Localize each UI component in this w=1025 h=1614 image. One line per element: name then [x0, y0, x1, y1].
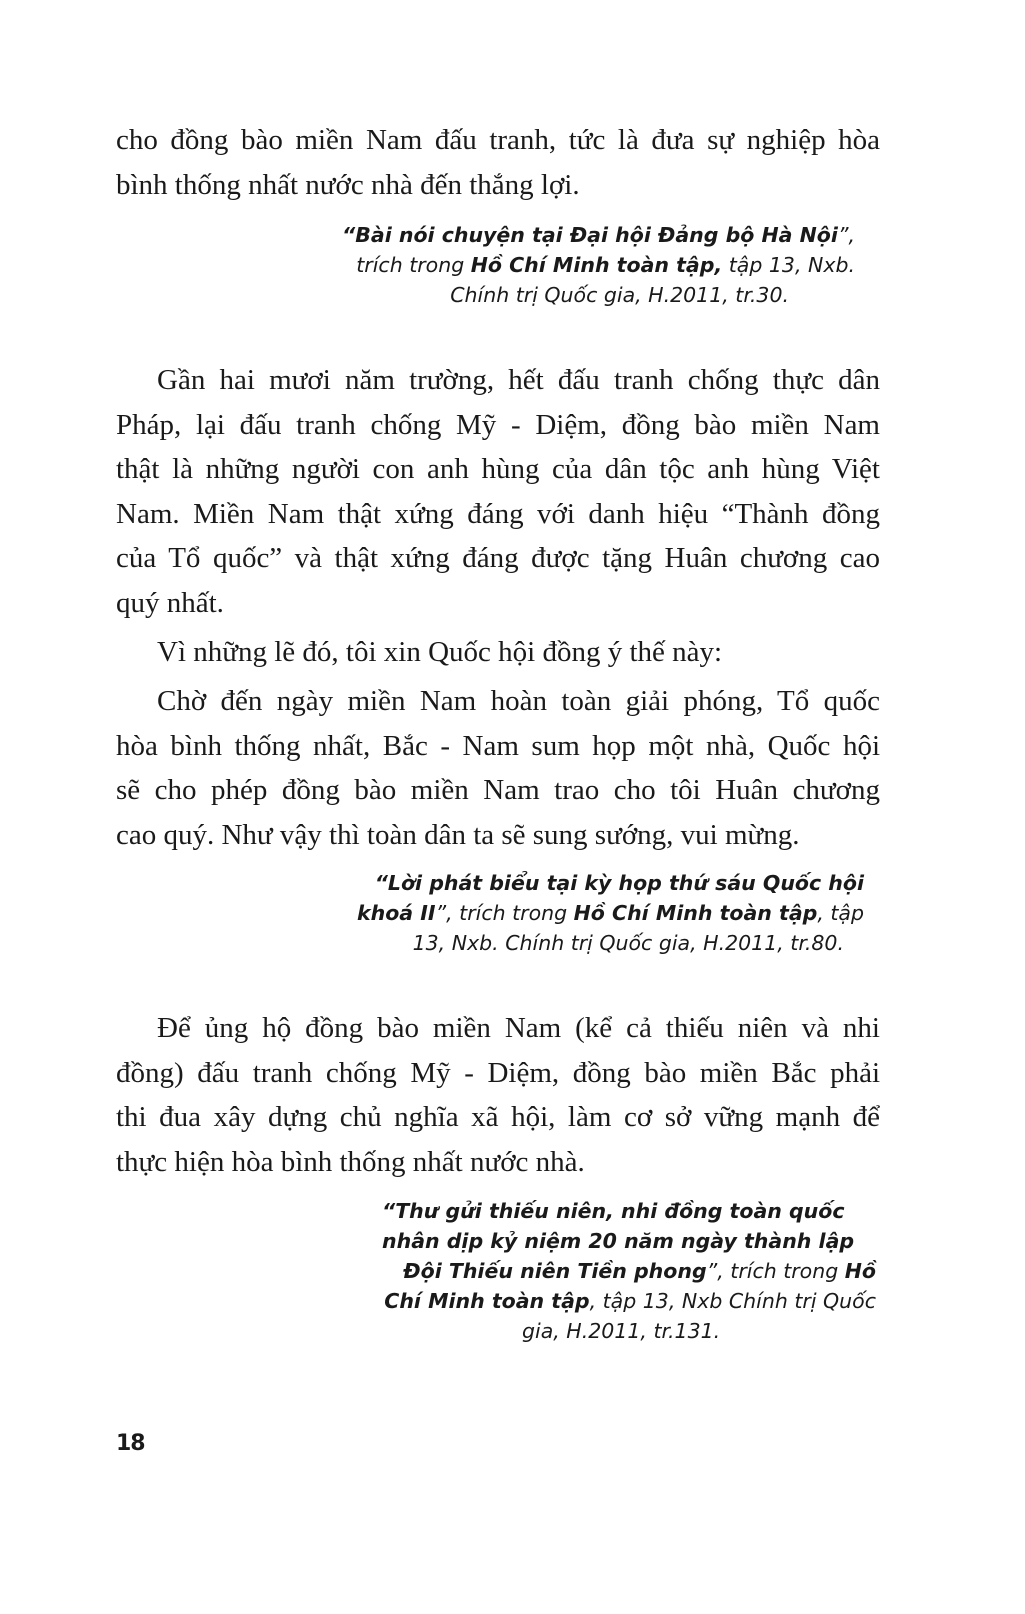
text-line: đồng) đấu tranh chống Mỹ - Diệm, đồng bào miền Bắc phải	[116, 1056, 880, 1089]
citation-book-title: Hồ	[844, 1259, 876, 1283]
text-line: của Tổ quốc” và thật xứng đáng được tặng Huân chương cao	[116, 542, 880, 574]
text-line: thi đua xây dựng chủ nghĩa xã hội, làm cơ sở vững mạnh để	[116, 1101, 880, 1133]
citation-line: Chính trị Quốc gia, H.2011, tr.30.	[450, 283, 789, 307]
citation-3	[382, 1196, 876, 1346]
citation-source-title: “Bài nói chuyện tại Đại hội Đảng bộ Hà Nội	[342, 223, 838, 247]
citation-line	[342, 220, 855, 250]
paragraph-continuation	[116, 118, 880, 207]
citation-1	[342, 220, 855, 310]
citation-text: , tập 13, Nxb Chính trị Quốc	[589, 1289, 876, 1313]
text-line: Để ủng hộ đồng bào miền Nam (kể cả thiếu niên và nhi	[157, 1012, 880, 1044]
paragraph	[116, 679, 880, 857]
text-line: Vì những lẽ đó, tôi xin Quốc hội đồng ý thế này:	[157, 636, 723, 668]
citation-text: ”, trích trong	[435, 901, 574, 925]
citation-text: ”, trích trong	[706, 1259, 845, 1283]
citation-line	[342, 250, 855, 280]
text-line: thực hiện hòa bình thống nhất nước nhà.	[116, 1145, 585, 1178]
citation-line: 13, Nxb. Chính trị Quốc gia, H.2011, tr.80.	[412, 931, 844, 955]
paragraph	[116, 358, 880, 625]
text-line: thật là những người con anh hùng của dân tộc anh hùng Việt	[116, 453, 880, 485]
text-line: bình thống nhất nước nhà đến thắng lợi.	[116, 168, 580, 201]
citation-source-title: “Lời phát biểu tại kỳ họp thứ sáu Quốc hội	[374, 871, 864, 895]
citation-text: tập 13, Nxb.	[722, 253, 855, 277]
page-number: 18	[116, 1431, 145, 1456]
citation-line	[382, 1286, 876, 1316]
citation-text: , tập	[817, 901, 864, 925]
text-line: Gần hai mươi năm trường, hết đấu tranh chống thực dân	[157, 364, 880, 396]
citation-text: trích trong	[356, 253, 471, 277]
citation-line	[382, 1196, 876, 1226]
text-line: Pháp, lại đấu tranh chống Mỹ - Diệm, đồng bào miền Nam	[116, 408, 880, 441]
citation-line	[357, 898, 864, 928]
citation-line	[357, 868, 864, 898]
paragraph	[116, 630, 880, 675]
text-line: cao quý. Như vậy thì toàn dân ta sẽ sung sướng, vui mừng.	[116, 818, 800, 851]
citation-line	[382, 1256, 876, 1286]
text-line: sẽ cho phép đồng bào miền Nam trao cho tôi Huân chương	[116, 774, 880, 806]
text-line: quý nhất.	[116, 586, 224, 619]
citation-book-title: Hồ Chí Minh toàn tập	[573, 901, 818, 925]
text-line: Nam. Miền Nam thật xứng đáng với danh hiệu “Thành đồng	[116, 497, 880, 530]
citation-line: gia, H.2011, tr.131.	[522, 1319, 721, 1343]
citation-2	[357, 868, 864, 958]
paragraph	[116, 1006, 880, 1184]
citation-source-title: khoá II	[356, 901, 436, 925]
citation-book-title: Hồ Chí Minh toàn tập,	[470, 253, 723, 277]
citation-book-title: Chí Minh toàn tập	[384, 1289, 590, 1313]
text-line: cho đồng bào miền Nam đấu tranh, tức là đưa sự nghiệp hòa	[116, 124, 880, 156]
citation-source-title: “Thư gửi thiếu niên, nhi đồng toàn quốc	[382, 1199, 845, 1223]
text-line: hòa bình thống nhất, Bắc - Nam sum họp một nhà, Quốc hội	[116, 729, 880, 762]
citation-line	[382, 1226, 876, 1256]
citation-source-title: nhân dịp kỷ niệm 20 năm ngày thành lập	[382, 1229, 855, 1253]
citation-text: ”,	[837, 223, 855, 247]
text-line: Chờ đến ngày miền Nam hoàn toàn giải phóng, Tổ quốc	[157, 685, 880, 717]
citation-source-title: Đội Thiếu niên Tiền phong	[403, 1259, 707, 1283]
